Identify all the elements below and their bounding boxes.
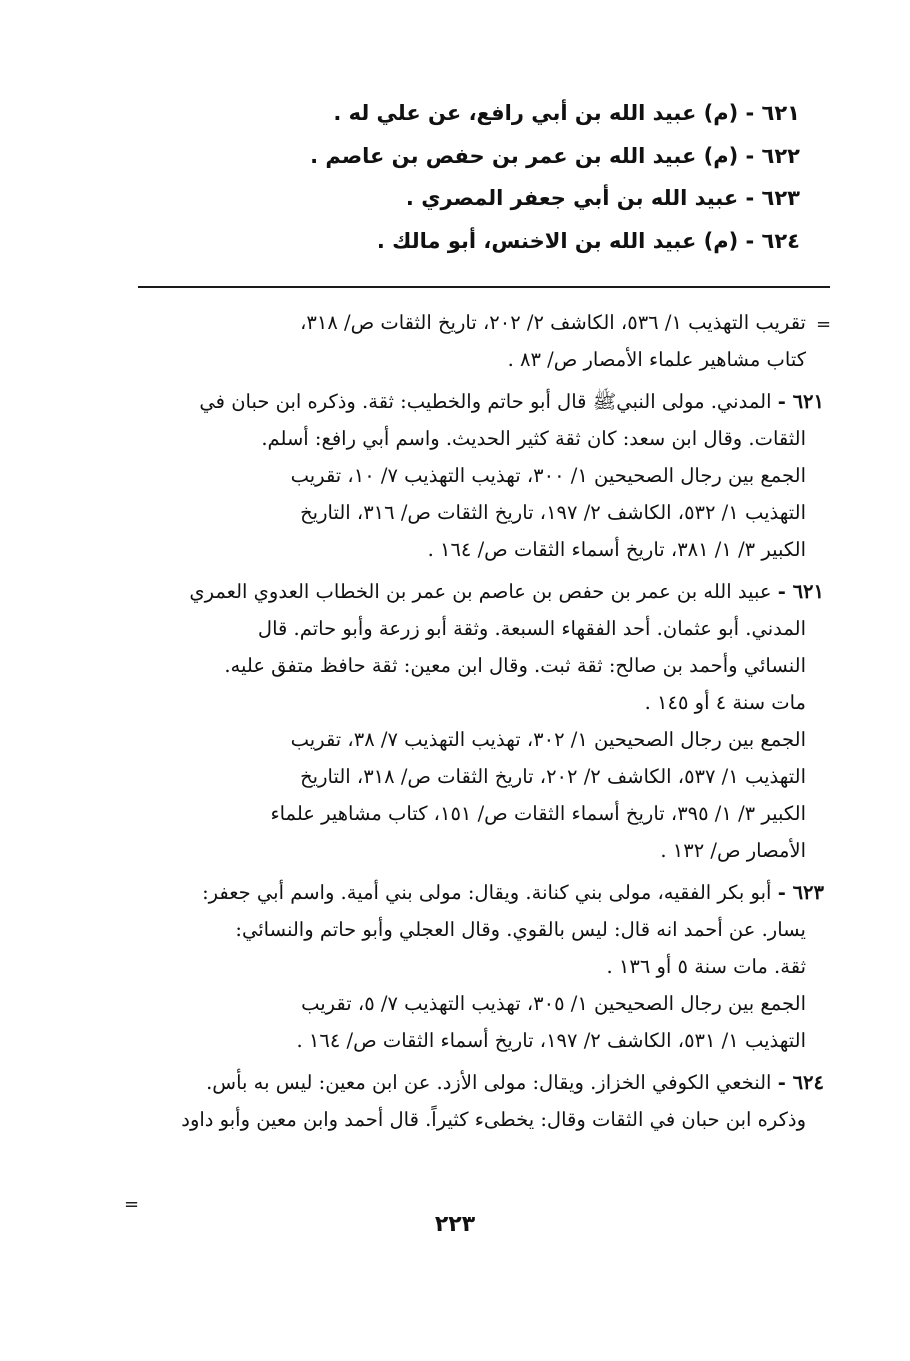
footnote-624	[134, 1064, 824, 1138]
footnote-label: ٦٢١ -	[777, 580, 824, 603]
footnote-line: النسائي وأحمد بن صالح: ثقة ثبت. وقال ابن معين: ثقة حافظ متفق عليه.	[224, 654, 806, 677]
footnote-line: كتاب مشاهير علماء الأمصار ص/ ٨٣ .	[507, 348, 806, 371]
page-number: ٢٢٣	[434, 1212, 476, 1237]
footnote-line: الثقات. وقال ابن سعد: كان ثقة كثير الحديث. واسم أبي رافع: أسلم.	[261, 427, 806, 450]
footnote-line: الجمع بين رجال الصحيحين ١/ ٣٠٠، تهذيب التهذيب ٧/ ١٠، تقريب	[290, 464, 806, 487]
footnote-line: ثقة. مات سنة ٥ أو ١٣٦ .	[606, 955, 806, 978]
footnote-line: مات سنة ٤ أو ١٤٥ .	[644, 691, 806, 714]
footnote-label: ٦٢٣ -	[777, 881, 824, 904]
footnote-line: التهذيب ١/ ٥٣٧، الكاشف ٢/ ٢٠٢، تاريخ الثقات ص/ ٣١٨، التاريخ	[300, 765, 806, 788]
footnote-line: تقريب التهذيب ١/ ٥٣٦، الكاشف ٢/ ٢٠٢، تاريخ الثقات ص/ ٣١٨،	[300, 311, 806, 334]
footnote-line: الكبير ٣/ ١/ ٣٩٥، تاريخ أسماء الثقات ص/ ١٥١، كتاب مشاهير علماء	[270, 802, 806, 825]
footnote-line: المدني. مولى النبيﷺ قال أبو حاتم والخطيب: ثقة. وذكره ابن حبان في	[199, 390, 772, 413]
footnote-line: المدني. أبو عثمان. أحد الفقهاء السبعة. وثقة أبو زرعة وأبو حاتم. قال	[257, 617, 806, 640]
entry-623: ٦٢٣ - عبيد الله بن أبي جعفر المصري .	[405, 186, 800, 210]
footnote-line: أبو بكر الفقيه، مولى بني كنانة. ويقال: مولى بني أمية. واسم أبي جعفر:	[202, 881, 772, 904]
footnote-621	[134, 383, 824, 568]
footnote-line: وذكره ابن حبان في الثقات وقال: يخطىء كثيراً. قال أحمد وابن معين وأبو داود	[181, 1108, 806, 1131]
continuation-mark: =	[816, 314, 832, 335]
entry-list	[310, 92, 800, 262]
footnote-622	[134, 573, 824, 869]
footnote-line: الجمع بين رجال الصحيحين ١/ ٣٠٥، تهذيب التهذيب ٧/ ٥، تقريب	[301, 992, 806, 1015]
footnote-line: التهذيب ١/ ٥٣١، الكاشف ٢/ ١٩٧، تاريخ أسماء الثقات ص/ ١٦٤ .	[296, 1029, 806, 1052]
footnote-continuation	[134, 304, 824, 378]
continued-mark: =	[124, 1194, 140, 1215]
entry-624: ٦٢٤ - (م) عبيد الله بن الاخنس، أبو مالك .	[376, 228, 800, 253]
footnote-line: النخعي الكوفي الخزاز. ويقال: مولى الأزد. عن ابن معين: ليس به بأس.	[206, 1071, 772, 1094]
entry-622: ٦٢٢ - (م) عبيد الله بن عمر بن حفص بن عاصم .	[310, 143, 800, 168]
footnote-line: الأمصار ص/ ١٣٢ .	[660, 839, 806, 862]
footnote-label: ٦٢١ -	[777, 390, 824, 413]
footnote-line: يسار. عن أحمد انه قال: ليس بالقوي. وقال العجلي وأبو حاتم والنسائي:	[235, 918, 806, 941]
footnote-separator	[138, 286, 830, 288]
entry-621: ٦٢١ - (م) عبيد الله بن أبي رافع، عن علي له .	[333, 101, 800, 125]
footnote-line: الجمع بين رجال الصحيحين ١/ ٣٠٢، تهذيب التهذيب ٧/ ٣٨، تقريب	[290, 728, 806, 751]
footnote-line: عبيد الله بن عمر بن حفص بن عاصم بن عمر بن الخطاب العدوي العمري	[189, 580, 772, 603]
footnote-623	[134, 874, 824, 1059]
footnote-line: الكبير ٣/ ١/ ٣٨١، تاريخ أسماء الثقات ص/ ١٦٤ .	[427, 538, 806, 561]
footnotes	[134, 304, 824, 1138]
footnote-label: ٦٢٤ -	[777, 1071, 824, 1094]
footnote-line: التهذيب ١/ ٥٣٢، الكاشف ٢/ ١٩٧، تاريخ الثقات ص/ ٣١٦، التاريخ	[300, 501, 806, 524]
